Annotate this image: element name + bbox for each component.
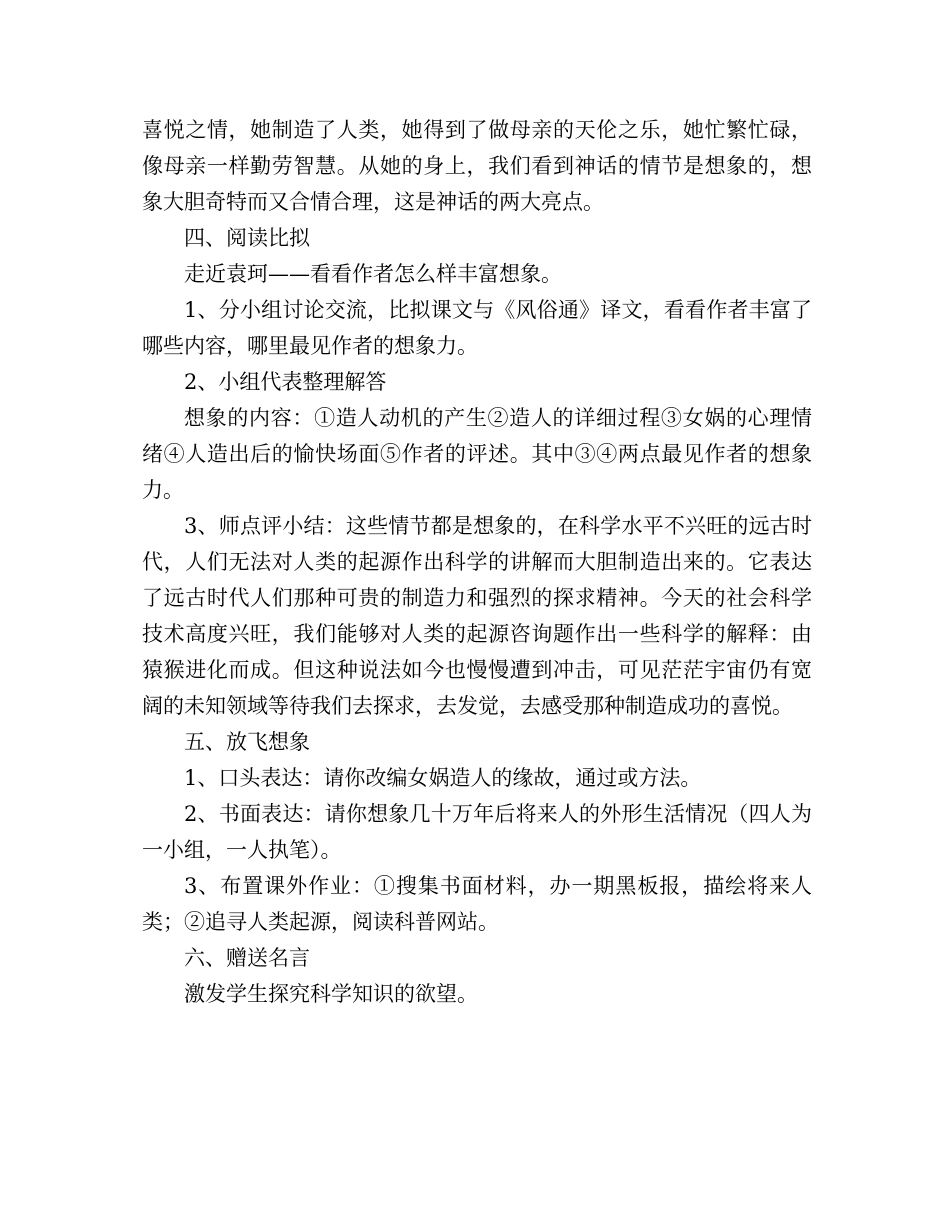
list-item: 2、书面表达：请你想象几十万年后将来人的外形生活情况（四人为一小组，一人执笔）。 (142, 802, 812, 862)
list-item: 3、布置课外作业：①搜集书面材料，办一期黑板报，描绘将来人类；②追寻人类起源，阅读科普网站。 (142, 874, 812, 934)
paragraph: 想象的内容：①造人动机的产生②造人的详细过程③女娲的心理情绪④人造出后的愉快场面⑤作者的评述。其中③④两点最见作者的想象力。 (142, 406, 812, 502)
list-item: 1、分小组讨论交流，比拟课文与《风俗通》译文，看看作者丰富了哪些内容，哪里最见作者的想象力。 (142, 298, 812, 358)
document-body (142, 112, 812, 1012)
list-item: 3、师点评小结：这些情节都是想象的，在科学水平不兴旺的远古时代，人们无法对人类的起源作出科学的讲解而大胆制造出来的。它表达了远古时代人们那种可贵的制造力和强烈的探求精神。今天的社会科学技术高度兴旺，我们能够对人类的起源咨询题作出一些科学的解释：由猿猴进化而成。但这种说法如今也慢慢遭到冲击，可见茫茫宇宙仍有宽阔的未知领域等待我们去探求，去发觉，去感受那种制造成功的喜悦。 (142, 514, 812, 718)
section-heading-6: 六、赠送名言 (184, 946, 310, 970)
section-heading-4: 四、阅读比拟 (184, 226, 310, 250)
paragraph: 激发学生探究科学知识的欲望。 (184, 982, 478, 1006)
paragraph-continuation: 喜悦之情，她制造了人类，她得到了做母亲的天伦之乐，她忙繁忙碌，像母亲一样勤劳智慧。从她的身上，我们看到神话的情节是想象的，想象大胆奇特而又合情合理，这是神话的两大亮点。 (142, 118, 812, 214)
list-item: 1、口头表达：请你改编女娲造人的缘故，通过或方法。 (184, 766, 702, 790)
paragraph: 走近袁珂——看看作者怎么样丰富想象。 (184, 262, 562, 286)
section-heading-5: 五、放飞想象 (184, 730, 310, 754)
list-item: 2、小组代表整理解答 (184, 370, 387, 394)
